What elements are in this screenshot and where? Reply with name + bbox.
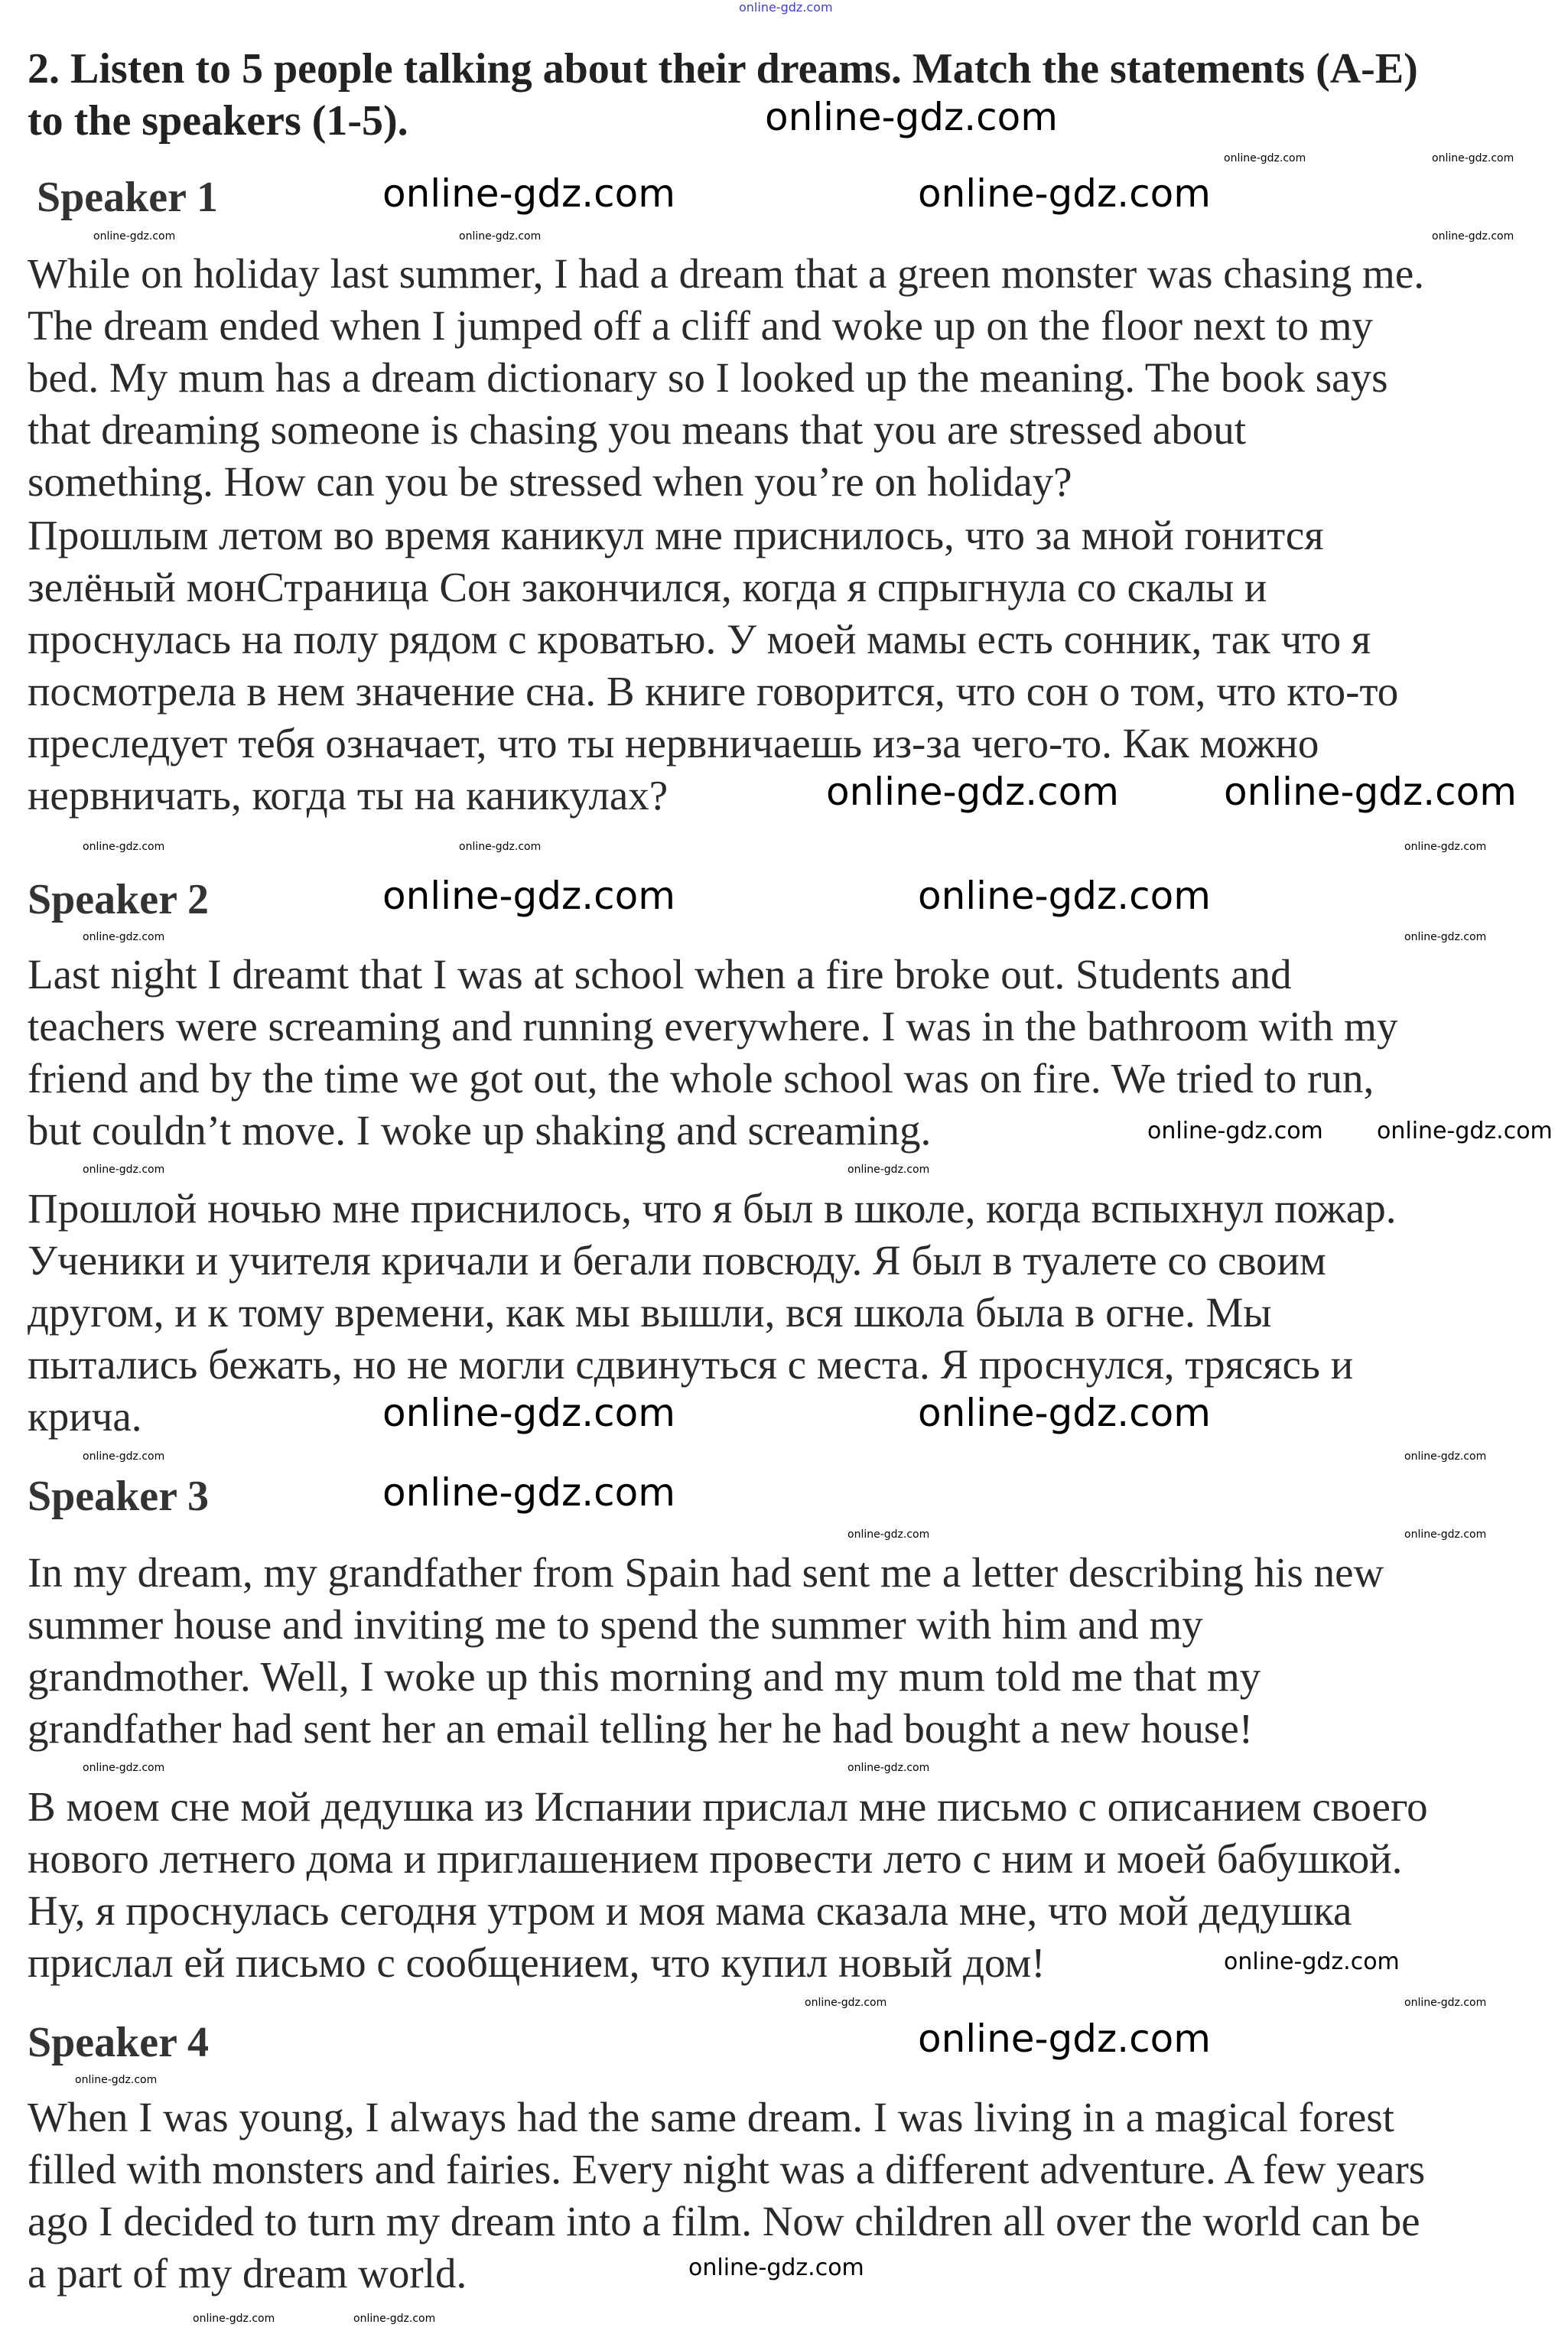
speaker-1-russian-text: [28, 509, 1398, 822]
watermark: online-gdz.com: [1404, 931, 1487, 943]
task-title: [28, 43, 1418, 147]
watermark: online-gdz.com: [83, 841, 165, 853]
text-line: прислал ей письмо с сообщением, что купил новый дом!: [28, 1939, 1046, 1986]
text-line: Ну, я проснулась сегодня утром и моя мама сказала мне, что мой дедушка: [28, 1887, 1352, 1934]
watermark: online-gdz.com: [847, 1164, 930, 1176]
watermark: online-gdz.com: [918, 874, 1211, 918]
watermark: online-gdz.com: [75, 2074, 158, 2086]
text-line: a part of my dream world.: [28, 2250, 467, 2297]
watermark: online-gdz.com: [1432, 230, 1514, 243]
text-line: bed. My mum has a dream dictionary so I looked up the meaning. The book says: [28, 354, 1388, 401]
watermark: online-gdz.com: [1404, 1528, 1487, 1541]
text-line: нервничать, когда ты на каникулах?: [28, 772, 669, 819]
watermark: online-gdz.com: [805, 1997, 887, 2009]
watermark: online-gdz.com: [688, 2254, 864, 2281]
watermark: online-gdz.com: [83, 1450, 165, 1463]
watermark: online-gdz.com: [918, 2017, 1211, 2061]
text-line: зелёный монСтраница Сон закончился, когда я спрыгнула со скалы и: [28, 564, 1267, 610]
watermark: online-gdz.com: [459, 841, 542, 853]
watermark: online-gdz.com: [83, 931, 165, 943]
text-line: that dreaming someone is chasing you means that you are stressed about: [28, 406, 1247, 453]
text-line: Ученики и учителя кричали и бегали повсюду. Я был в туалете со своим: [28, 1237, 1326, 1284]
watermark: online-gdz.com: [847, 1762, 930, 1774]
text-line: grandmother. Well, I woke up this morning and my mum told me that my: [28, 1653, 1261, 1700]
text-line: пытались бежать, но не могли сдвинуться с места. Я проснулся, трясясь и: [28, 1341, 1354, 1388]
task-title-line: 2. Listen to 5 people talking about their dreams. Match the statements (A-E): [28, 45, 1418, 93]
watermark: online-gdz.com: [1404, 1997, 1487, 2009]
watermark: online-gdz.com: [1404, 841, 1487, 853]
text-line: filled with monsters and fairies. Every night was a different adventure. A few years: [28, 2146, 1426, 2192]
watermark: online-gdz.com: [83, 1164, 165, 1176]
watermark: online-gdz.com: [847, 1528, 930, 1541]
watermark: online-gdz.com: [1224, 1948, 1400, 1975]
text-line: something. How can you be stressed when you’re on holiday?: [28, 458, 1072, 505]
watermark: online-gdz.com: [382, 874, 675, 918]
text-line: Прошлой ночью мне приснилось, что я был в школе, когда вспыхнул пожар.: [28, 1185, 1397, 1232]
watermark: online-gdz.com: [918, 1391, 1211, 1435]
text-line: When I was young, I always had the same dream. I was living in a magical forest: [28, 2094, 1394, 2140]
text-line: grandfather had sent her an email telling her he had bought a new house!: [28, 1705, 1254, 1752]
watermark: online-gdz.com: [382, 171, 675, 216]
speaker-1-english-text: [28, 248, 1424, 508]
text-line: преследует тебя означает, что ты нервничаешь из-за чего-то. Как можно: [28, 720, 1319, 767]
text-line: friend and by the time we got out, the whole school was on fire. We tried to run,: [28, 1055, 1374, 1102]
watermark: online-gdz.com: [1147, 1118, 1323, 1144]
watermark: online-gdz.com: [1432, 152, 1514, 164]
text-line: While on holiday last summer, I had a dream that a green monster was chasing me.: [28, 250, 1424, 297]
watermark: online-gdz.com: [193, 2313, 275, 2325]
watermark: online-gdz.com: [1224, 770, 1517, 814]
text-line: другом, и к тому времени, как мы вышли, вся школа была в огне. Мы: [28, 1289, 1272, 1336]
watermark: online-gdz.com: [382, 1391, 675, 1435]
task-title-line: to the speakers (1-5).: [28, 97, 408, 145]
text-line: but couldn’t move. I woke up shaking and screaming.: [28, 1107, 932, 1154]
speaker-heading: Speaker 2: [28, 876, 209, 923]
speaker-heading: Speaker 3: [28, 1473, 209, 1520]
text-line: summer house and inviting me to spend the summer with him and my: [28, 1601, 1203, 1648]
watermark: online-gdz.com: [93, 230, 176, 243]
watermark: online-gdz.com: [918, 171, 1211, 216]
text-line: В моем сне мой дедушка из Испании прислал мне письмо с описанием своего: [28, 1783, 1428, 1830]
speaker-3-russian-text: [28, 1781, 1428, 1989]
speaker-heading: Speaker 1: [37, 174, 218, 221]
text-line: проснулась на полу рядом с кроватью. У моей мамы есть сонник, так что я: [28, 616, 1371, 662]
text-line: крича.: [28, 1393, 142, 1440]
watermark: online-gdz.com: [826, 770, 1119, 814]
text-line: посмотрела в нем значение сна. В книге говорится, что сон о том, что кто-то: [28, 668, 1399, 715]
watermark: online-gdz.com: [765, 95, 1058, 139]
text-line: teachers were screaming and running everywhere. I was in the bathroom with my: [28, 1003, 1398, 1050]
text-line: The dream ended when I jumped off a cliff and woke up on the floor next to my: [28, 302, 1373, 349]
text-line: Last night I dreamt that I was at school when a fire broke out. Students and: [28, 951, 1292, 998]
watermark: online-gdz.com: [739, 0, 833, 15]
speaker-heading: Speaker 4: [28, 2019, 209, 2066]
text-line: нового летнего дома и приглашением провести лето с ним и моей бабушкой.: [28, 1835, 1403, 1882]
text-line: Прошлым летом во время каникул мне приснилось, что за мной гонится: [28, 512, 1324, 558]
watermark: online-gdz.com: [353, 2313, 436, 2325]
watermark: online-gdz.com: [382, 1470, 675, 1515]
watermark: online-gdz.com: [83, 1762, 165, 1774]
watermark: online-gdz.com: [1404, 1450, 1487, 1463]
watermark: online-gdz.com: [1377, 1118, 1553, 1144]
speaker-3-english-text: [28, 1547, 1384, 1755]
text-line: ago I decided to turn my dream into a film. Now children all over the world can be: [28, 2198, 1420, 2244]
watermark: online-gdz.com: [459, 230, 542, 243]
watermark: online-gdz.com: [1224, 152, 1306, 164]
text-line: In my dream, my grandfather from Spain had sent me a letter describing his new: [28, 1549, 1384, 1596]
